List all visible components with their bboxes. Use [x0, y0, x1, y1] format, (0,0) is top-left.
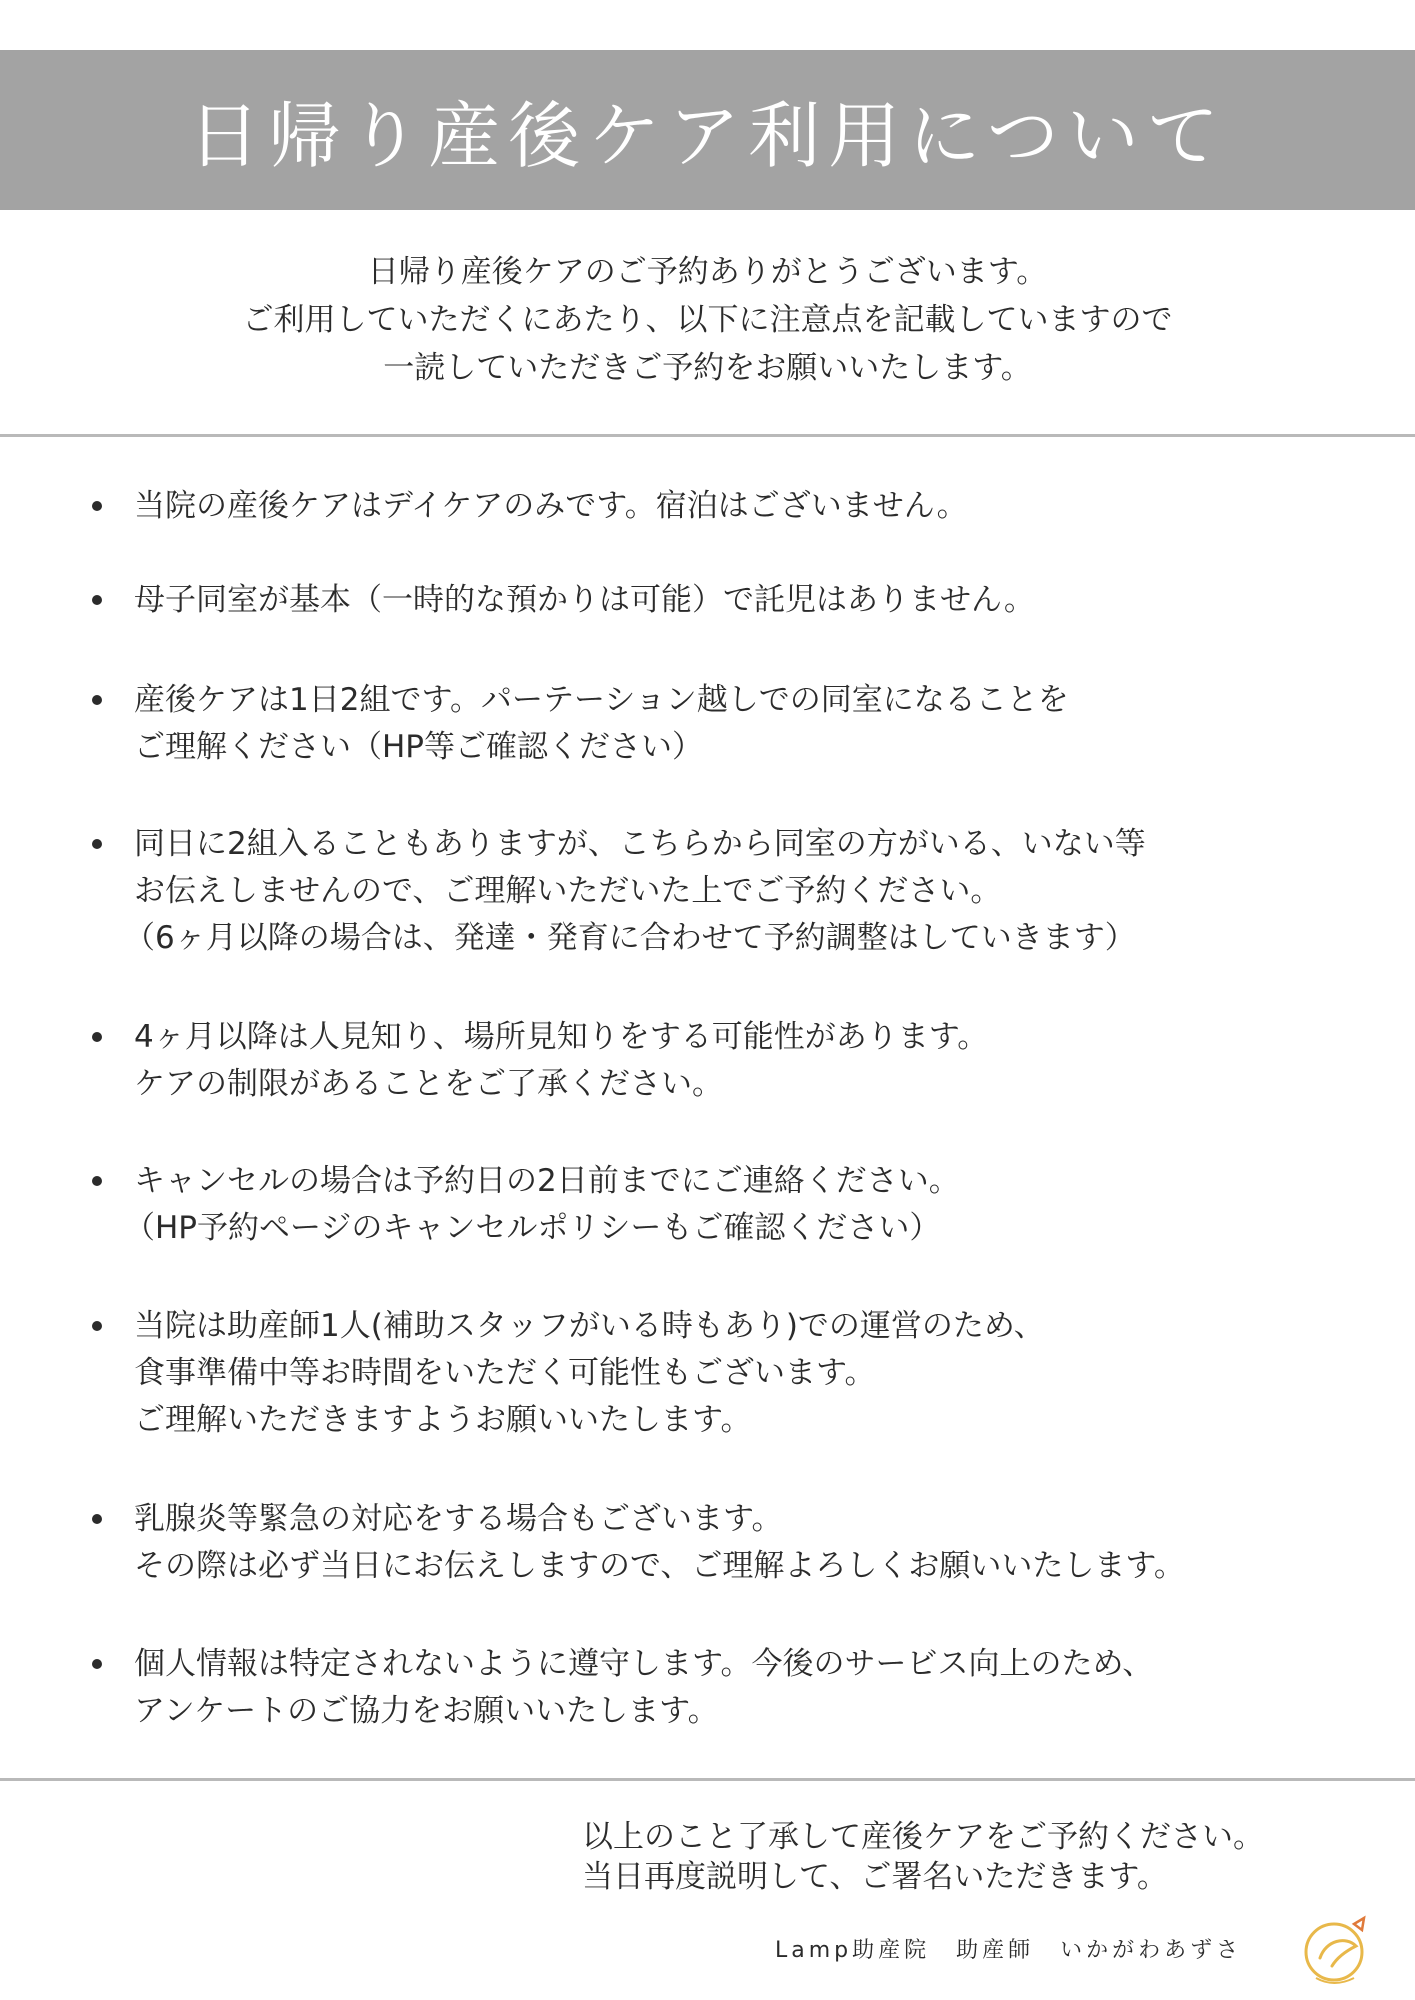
bullet-icon	[92, 839, 102, 849]
bullet-icon	[92, 1659, 102, 1669]
bullet-icon	[92, 501, 102, 511]
notice-item	[92, 1496, 1352, 1590]
notice-item	[92, 1014, 1352, 1108]
closing-message	[582, 1817, 1264, 1897]
notice-item	[92, 1303, 1352, 1444]
intro-line: ご利用していただくにあたり、以下に注意点を記載していますので	[242, 302, 1173, 338]
notice-line: お伝えしませんので、ご理解いただいた上でご予約ください。	[134, 873, 1002, 909]
notice-line: キャンセルの場合は予約日の2日前までにご連絡ください。	[134, 1163, 960, 1199]
notice-line: ご理解ください（HP等ご確認ください）	[134, 729, 704, 765]
notice-item	[92, 483, 1352, 530]
bullet-icon	[92, 695, 102, 705]
notice-line: 同日に2組入ることもありますが、こちらから同室の方がいる、いない等	[134, 826, 1146, 862]
notice-line: 産後ケアは1日2組です。パーテーション越しでの同室になることを	[134, 682, 1069, 718]
closing-line: 以上のこと了承して産後ケアをご予約ください。	[582, 1819, 1264, 1855]
bottom-divider	[0, 1778, 1415, 1781]
notice-line: 乳腺炎等緊急の対応をする場合もございます。	[134, 1501, 783, 1537]
notice-line: 当院の産後ケアはデイケアのみです。宿泊はございません。	[134, 488, 968, 524]
notice-line: （HP予約ページのキャンセルポリシーもご確認ください）	[124, 1210, 941, 1246]
notice-line: 個人情報は特定されないように遵守します。今後のサービス向上のため、	[134, 1646, 1154, 1682]
closing-line: 当日再度説明して、ご署名いただきます。	[582, 1859, 1168, 1895]
bullet-icon	[92, 595, 102, 605]
notice-item	[92, 577, 1352, 624]
notice-line: 母子同室が基本（一時的な預かりは可能）で託児はありません。	[134, 582, 1035, 618]
signature: Lamp助産院 助産師 いかがわあずさ	[775, 1938, 1243, 1963]
notice-line: 食事準備中等お時間をいただく可能性もございます。	[134, 1355, 876, 1391]
notice-line: 4ヶ月以降は人見知り、場所見知りをする可能性があります。	[134, 1019, 989, 1055]
bullet-icon	[92, 1176, 102, 1186]
bullet-icon	[92, 1514, 102, 1524]
notice-line: ご理解いただきますようお願いいたします。	[134, 1402, 752, 1438]
notice-item	[92, 1641, 1352, 1735]
notice-line: （6ヶ月以降の場合は、発達・発育に合わせて予約調整はしていきます）	[124, 920, 1136, 956]
page-title: 日帰り産後ケア利用について	[188, 94, 1227, 178]
bullet-icon	[92, 1032, 102, 1042]
notice-line: その際は必ず当日にお伝えしますので、ご理解よろしくお願いいたします。	[134, 1548, 1185, 1584]
notice-line: ケアの制限があることをご了承ください。	[134, 1066, 723, 1102]
bullet-icon	[92, 1321, 102, 1331]
notice-item	[92, 1158, 1352, 1252]
notice-line: 当院は助産師1人(補助スタッフがいる時もあり)での運営のため、	[134, 1308, 1045, 1344]
notice-item	[92, 677, 1352, 771]
notice-item	[92, 821, 1352, 962]
notice-line: アンケートのご協力をお願いいたします。	[134, 1693, 719, 1729]
intro-line: 日帰り産後ケアのご予約ありがとうございます。	[367, 254, 1048, 290]
lamp-logo-icon	[1296, 1906, 1378, 1988]
intro-line: 一読していただきご予約をお願いいたします。	[383, 350, 1032, 386]
